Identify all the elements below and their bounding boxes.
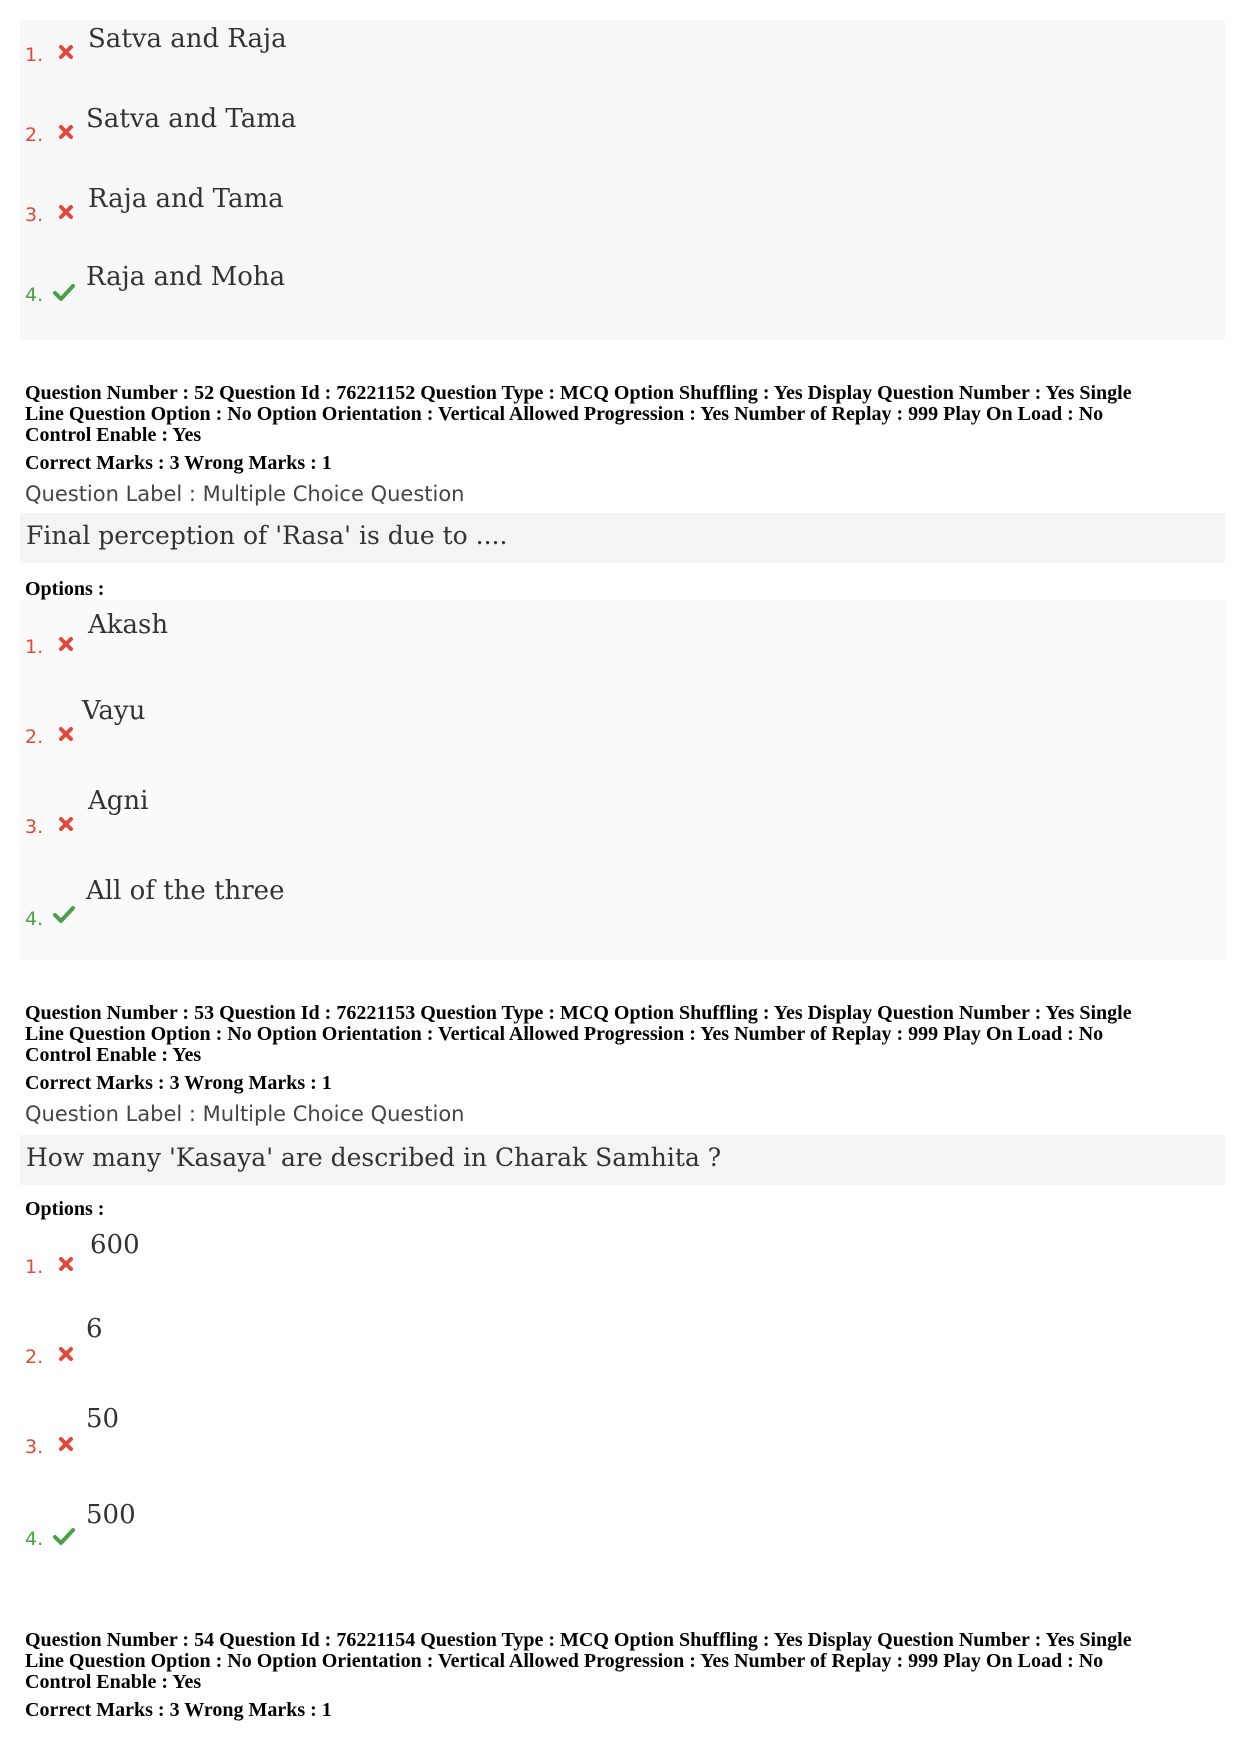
cross-icon bbox=[56, 724, 76, 744]
cross-icon bbox=[56, 634, 76, 654]
question-text: Final perception of 'Rasa' is due to .... bbox=[26, 521, 508, 550]
meta-line: Question Number : 53 Question Id : 76221153 Question Type : MCQ Option Shuffling : Yes Display Question Number : Yes Single bbox=[25, 1002, 1132, 1024]
option-text: Akash bbox=[88, 610, 169, 640]
option-text: Satva and Tama bbox=[86, 104, 297, 134]
option-number: 1. bbox=[25, 636, 44, 658]
q52-options-panel bbox=[20, 600, 1225, 960]
option-number: 2. bbox=[25, 726, 44, 748]
option-text: Raja and Tama bbox=[88, 184, 284, 214]
option-number: 1. bbox=[25, 44, 44, 66]
meta-line: Line Question Option : No Option Orientation : Vertical Allowed Progression : Yes Number of Replay : 999 Play On Load : No bbox=[25, 1650, 1104, 1672]
question-text-box bbox=[20, 513, 1225, 563]
meta-line: Control Enable : Yes bbox=[25, 1671, 202, 1693]
option-number: 3. bbox=[25, 1436, 44, 1458]
cross-icon bbox=[56, 1434, 76, 1454]
option-number: 2. bbox=[25, 124, 44, 146]
cross-icon bbox=[56, 122, 76, 142]
option-text: Vayu bbox=[82, 696, 146, 726]
meta-line: Line Question Option : No Option Orientation : Vertical Allowed Progression : Yes Number of Replay : 999 Play On Load : No bbox=[25, 1023, 1104, 1045]
q51-options-panel bbox=[20, 20, 1225, 340]
option-text: All of the three bbox=[86, 876, 285, 906]
meta-line: Question Number : 54 Question Id : 76221154 Question Type : MCQ Option Shuffling : Yes Display Question Number : Yes Single bbox=[25, 1629, 1132, 1651]
meta-line: Control Enable : Yes bbox=[25, 424, 202, 446]
check-icon bbox=[52, 282, 76, 302]
question-meta bbox=[25, 383, 1225, 446]
question-meta bbox=[25, 1630, 1225, 1693]
option-number: 4. bbox=[25, 284, 44, 306]
option-number: 3. bbox=[25, 204, 44, 226]
question-marks: Correct Marks : 3 Wrong Marks : 1 bbox=[25, 1072, 332, 1094]
option-text: 6 bbox=[86, 1314, 103, 1344]
cross-icon bbox=[56, 1254, 76, 1274]
cross-icon bbox=[56, 814, 76, 834]
option-text: Raja and Moha bbox=[86, 262, 286, 292]
options-label: Options : bbox=[25, 1198, 105, 1220]
question-text-box bbox=[20, 1135, 1225, 1185]
question-meta bbox=[25, 1003, 1225, 1066]
question-marks: Correct Marks : 3 Wrong Marks : 1 bbox=[25, 1699, 332, 1721]
option-text: Satva and Raja bbox=[88, 24, 287, 54]
question-marks: Correct Marks : 3 Wrong Marks : 1 bbox=[25, 452, 332, 474]
meta-line: Line Question Option : No Option Orientation : Vertical Allowed Progression : Yes Number of Replay : 999 Play On Load : No bbox=[25, 403, 1104, 425]
meta-line: Question Number : 52 Question Id : 76221152 Question Type : MCQ Option Shuffling : Yes Display Question Number : Yes Single bbox=[25, 382, 1132, 404]
question-label: Question Label : Multiple Choice Question bbox=[25, 482, 465, 506]
option-text: 600 bbox=[90, 1230, 140, 1260]
option-number: 3. bbox=[25, 816, 44, 838]
option-number: 4. bbox=[25, 1528, 44, 1550]
q53-options-panel bbox=[20, 1220, 1225, 1570]
question-label: Question Label : Multiple Choice Question bbox=[25, 1102, 465, 1126]
option-number: 4. bbox=[25, 908, 44, 930]
option-number: 2. bbox=[25, 1346, 44, 1368]
question-text: How many 'Kasaya' are described in Charak Samhita ? bbox=[26, 1143, 722, 1172]
meta-line: Control Enable : Yes bbox=[25, 1044, 202, 1066]
check-icon bbox=[52, 904, 76, 924]
cross-icon bbox=[56, 1344, 76, 1364]
cross-icon bbox=[56, 202, 76, 222]
cross-icon bbox=[56, 42, 76, 62]
option-number: 1. bbox=[25, 1256, 44, 1278]
option-text: Agni bbox=[88, 786, 149, 816]
option-text: 500 bbox=[86, 1500, 136, 1530]
option-text: 50 bbox=[86, 1404, 120, 1434]
options-label: Options : bbox=[25, 578, 105, 600]
check-icon bbox=[52, 1526, 76, 1546]
